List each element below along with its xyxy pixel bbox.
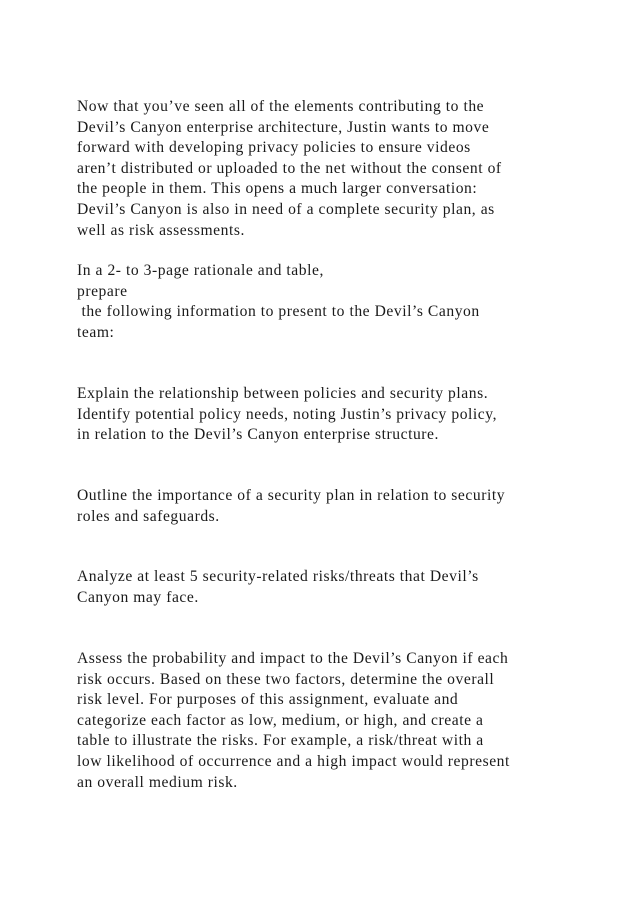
text-line: the people in them. This opens a much larger conversation: [77,180,478,198]
text-line: Devil’s Canyon is also in need of a complete security plan, as [77,200,495,218]
text-line: the following information to present to the Devil’s Canyon [77,303,480,321]
text-line: Identify potential policy needs, noting Justin’s privacy policy, [77,405,498,423]
text-line: forward with developing privacy policies to ensure videos [77,139,471,157]
text-line: Assess the probability and impact to the Devil’s Canyon if each [77,650,509,667]
paragraph-instructions [77,261,597,343]
text-line: roles and safeguards. [77,507,220,525]
paragraph-security-plan [77,486,597,527]
text-line: Analyze at least 5 security-related risks/threats that Devil’s [77,568,479,585]
text-line: Explain the relationship between policies and security plans. [77,385,489,402]
text-line: team: [77,323,115,341]
text-line: risk level. For purposes of this assignment, evaluate and [77,691,459,709]
text-line: Outline the importance of a security plan in relation to security [77,487,506,504]
text-line: prepare [77,282,128,300]
paragraph-risks [77,567,597,608]
text-line: In a 2- to 3-page rationale and table, [77,262,324,279]
paragraph-assess [77,649,597,793]
text-line: Canyon may face. [77,588,199,606]
paragraph-intro [77,97,597,241]
text-line: an overall medium risk. [77,773,238,791]
text-line: well as risk assessments. [77,221,245,239]
text-line: Devil’s Canyon enterprise architecture, Justin wants to move [77,118,490,136]
text-line: low likelihood of occurrence and a high impact would represent [77,752,510,770]
text-line: in relation to the Devil’s Canyon enterprise structure. [77,426,439,444]
text-line: aren’t distributed or uploaded to the net without the consent of [77,159,502,177]
text-line: categorize each factor as low, medium, or high, and create a [77,711,484,729]
text-line: risk occurs. Based on these two factors, determine the overall [77,670,495,688]
paragraph-policies [77,384,597,446]
text-line: table to illustrate the risks. For example, a risk/threat with a [77,732,484,750]
text-line: Now that you’ve seen all of the elements contributing to the [77,98,485,115]
